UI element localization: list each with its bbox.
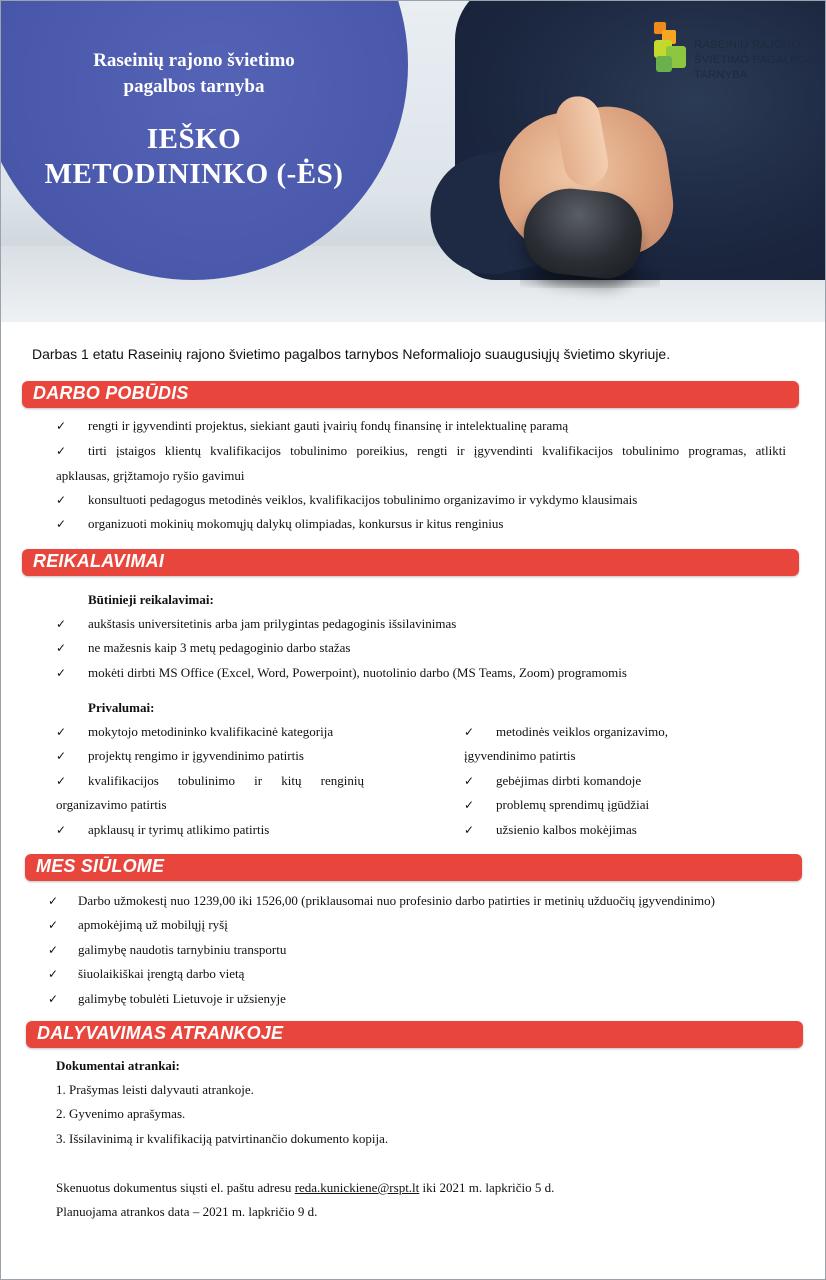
advantage-right-2: gebėjimas dirbti komandoje (496, 773, 642, 788)
check-icon: ✓ (48, 943, 59, 957)
section-header-darbo (22, 381, 799, 408)
check-icon: ✓ (56, 493, 67, 507)
check-icon: ✓ (56, 419, 67, 433)
darbo-item-2: tirti įstaigos klientų kvalifikacijos tobulinimo poreikius, rengti ir įgyvendinti kvalifikacijos tobulinimo programas, atlikti (88, 443, 786, 458)
offer-item-2: apmokėjimą už mobilųjį ryšį (78, 917, 228, 932)
offer-item-4: šiuolaikiškai įrengtą darbo vietą (78, 966, 245, 981)
section-title-dalyvavimas: DALYVAVIMAS ATRANKOJE (37, 1023, 284, 1043)
section-header-reikalavimai (22, 549, 799, 576)
advantage-right-1: metodinės veiklos organizavimo, (496, 724, 668, 739)
check-icon: ✓ (464, 798, 475, 812)
check-icon: ✓ (48, 967, 59, 981)
email-link[interactable]: reda.kunickiene@rspt.lt (294, 1180, 420, 1195)
required-heading: Būtinieji reikalavimai: (88, 592, 214, 607)
docs-heading: Dokumentai atrankai: (56, 1058, 180, 1073)
org-name-line2: pagalbos tarnyba (123, 76, 265, 97)
check-icon: ✓ (56, 444, 67, 458)
check-icon: ✓ (56, 774, 67, 788)
selection-date: Planuojama atrankos data – 2021 m. lapkričio 9 d. (56, 1204, 318, 1219)
check-icon: ✓ (48, 894, 59, 908)
intro-text: Darbas 1 etatu Raseinių rajono švietimo pagalbos tarnybos Neformaliojo suaugusiųjų švietimo skyriuje. (32, 346, 671, 362)
required-item-1: aukštasis universitetinis arba jam prilygintas pedagoginis išsilavinimas (88, 616, 457, 631)
section-title-mes: MES SIŪLOME (36, 856, 165, 876)
check-icon: ✓ (56, 517, 67, 531)
headline-line2: METODININKO (-ĖS) (44, 158, 344, 190)
check-icon: ✓ (56, 641, 67, 655)
offer-item-3: galimybę naudotis tarnybiniu transportu (78, 942, 287, 957)
required-item-2: ne mažesnis kaip 3 metų pedagoginio darbo stažas (88, 640, 351, 655)
offer-item-1: Darbo užmokestį nuo 1239,00 iki 1526,00 (priklausomai nuo profesinio darbo patirties ir metinių užduočių įgyvendinimo) (78, 893, 715, 908)
check-icon: ✓ (48, 992, 59, 1006)
send-suffix: iki 2021 m. lapkričio 5 d. (419, 1180, 555, 1195)
advantage-right-1-cont: įgyvendinimo patirtis (464, 748, 576, 763)
check-icon: ✓ (56, 617, 67, 631)
darbo-item-4: organizuoti mokinių mokomųjų dalykų olimpiadas, konkursus ir kitus renginius (88, 516, 504, 531)
logo-text-line2: ŠVIETIMO PAGALBOS (694, 54, 815, 66)
offer-item-5: galimybę tobulėti Lietuvoje ir užsienyje (78, 991, 286, 1006)
advantage-left-3-cont: organizavimo patirtis (56, 797, 167, 812)
send-prefix: Skenuotus dokumentus siųsti el. paštu adresu (56, 1180, 295, 1195)
advantages-heading: Privalumai: (88, 700, 155, 715)
logo-text-line1: RASEINIŲ RAJONO (694, 39, 800, 51)
check-icon: ✓ (464, 774, 475, 788)
advantage-left-2: projektų rengimo ir įgyvendinimo patirtis (88, 748, 304, 763)
check-icon: ✓ (56, 666, 67, 680)
doc-item-3: 3. Išsilavinimą ir kvalifikaciją patvirtinančio dokumento kopija. (56, 1131, 389, 1146)
check-icon: ✓ (464, 725, 475, 739)
darbo-item-2-cont: apklausas, grįžtamojo ryšio gavimui (56, 468, 245, 483)
advantage-right-4: užsienio kalbos mokėjimas (496, 822, 637, 837)
section-header-dalyvavimas (26, 1021, 803, 1048)
advantage-left-3: kvalifikacijos tobulinimo ir kitų renginių (88, 773, 364, 788)
section-title-darbo: DARBO POBŪDIS (33, 383, 189, 403)
doc-item-2: 2. Gyvenimo aprašymas. (56, 1106, 186, 1121)
required-item-3: mokėti dirbti MS Office (Excel, Word, Powerpoint), nuotolinio darbo (MS Teams, Zoom) programomis (88, 665, 627, 680)
advantage-left-1: mokytojo metodininko kvalifikacinė kategorija (88, 724, 334, 739)
advantage-right-3: problemų sprendimų įgūdžiai (496, 797, 650, 812)
darbo-item-3: konsultuoti pedagogus metodinės veiklos, kvalifikacijos tobulinimo organizavimo ir vykdymo klausimais (88, 492, 638, 507)
doc-item-1: 1. Prašymas leisti dalyvauti atrankoje. (56, 1082, 254, 1097)
headline-line1: IEŠKO (146, 123, 242, 155)
check-icon: ✓ (48, 918, 59, 932)
advantage-left-4: apklausų ir tyrimų atlikimo patirtis (88, 822, 270, 837)
send-instructions (56, 1180, 554, 1196)
section-title-reikalavimai: REIKALAVIMAI (33, 551, 165, 571)
check-icon: ✓ (56, 725, 67, 739)
org-name-line1: Raseinių rajono švietimo (93, 50, 295, 71)
check-icon: ✓ (56, 749, 67, 763)
logo-text-line3: TARNYBA (694, 69, 748, 81)
section-header-mes (25, 854, 802, 881)
check-icon: ✓ (56, 823, 67, 837)
check-icon: ✓ (464, 823, 475, 837)
logo-text (694, 38, 815, 83)
darbo-item-1: rengti ir įgyvendinti projektus, siekiant gauti įvairių fondų finansinę ir intelektualinę paramą (88, 418, 569, 433)
